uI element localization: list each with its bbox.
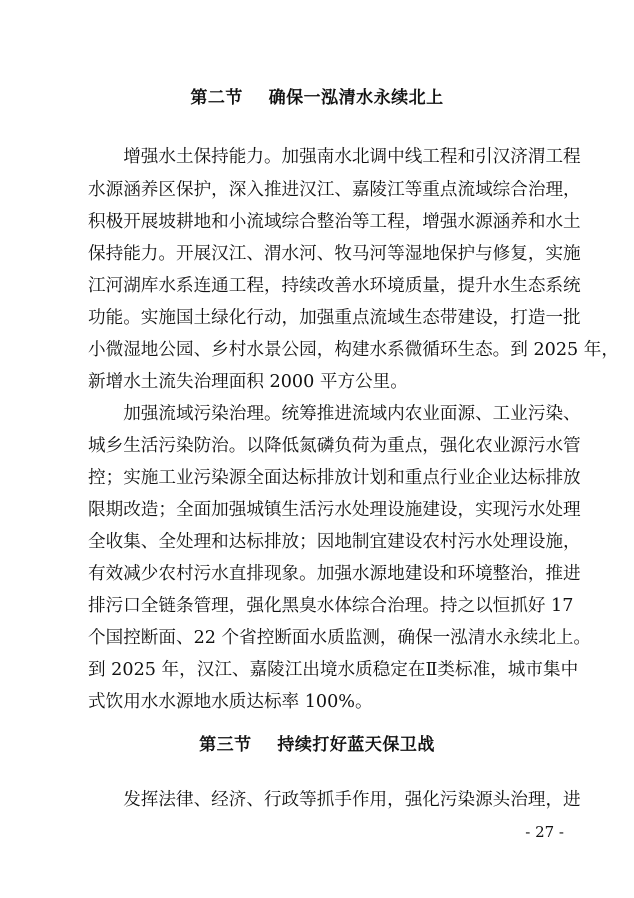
text-line: 个国控断面、22 个省控断面水质监测，确保一泓清水永续北上。 [88,628,592,648]
text-line: 排污口全链条管理，强化黑臭水体综合治理。持之以恒抓好 17 [88,596,574,616]
text-line: 限期改造；全面加强城镇生活污水处理设施建设，实现污水处理 [88,500,581,520]
text-line: 增强水土保持能力。加强南水北调中线工程和引汉济渭工程 [88,147,581,167]
text-line: 积极开展坡耕地和小流域综合整治等工程，增强水源涵养和水土 [88,212,581,232]
text-line: 控；实施工业污染源全面达标排放计划和重点行业企业达标排放 [88,468,581,488]
text-line: 全收集、全处理和达标排放；因地制宜建设农村污水处理设施， [88,532,581,552]
text-line: 新增水土流失治理面积 2000 平方公里。 [88,372,408,392]
text-line: 水源涵养区保护，深入推进汉江、嘉陵江等重点流域综合治理， [88,180,581,200]
text-line: 小微湿地公园、乡村水景公园，构建水系微循环生态。到 2025 年， [88,340,619,360]
page-number: - 27 - [525,823,564,841]
text-line: 有效减少农村污水直排现象。加强水源地建设和环境整治，推进 [88,564,581,584]
text-line: 功能。实施国土绿化行动，加强重点流域生态带建设，打造一批 [88,308,581,328]
text-line: 式饮用水水源地水质达标率 100%。 [88,692,373,712]
section-heading-2: 第二节 确保一泓清水永续北上 [190,88,444,108]
text-line: 到 2025 年，汉江、嘉陵江出境水质稳定在Ⅱ类标准，城市集中 [88,660,579,680]
text-line: 加强流域污染治理。统筹推进流域内农业面源、工业污染、 [88,404,581,424]
text-line: 保持能力。开展汉江、渭水河、牧马河等湿地保护与修复，实施 [88,244,581,264]
text-line: 江河湖库水系连通工程，持续改善水环境质量，提升水生态系统 [88,276,581,296]
section-heading-3: 第三节 持续打好蓝天保卫战 [199,735,435,755]
text-line: 发挥法律、经济、行政等抓手作用，强化污染源头治理，进 [88,790,581,810]
text-line: 城乡生活污染防治。以降低氮磷负荷为重点，强化农业源污水管 [88,436,581,456]
